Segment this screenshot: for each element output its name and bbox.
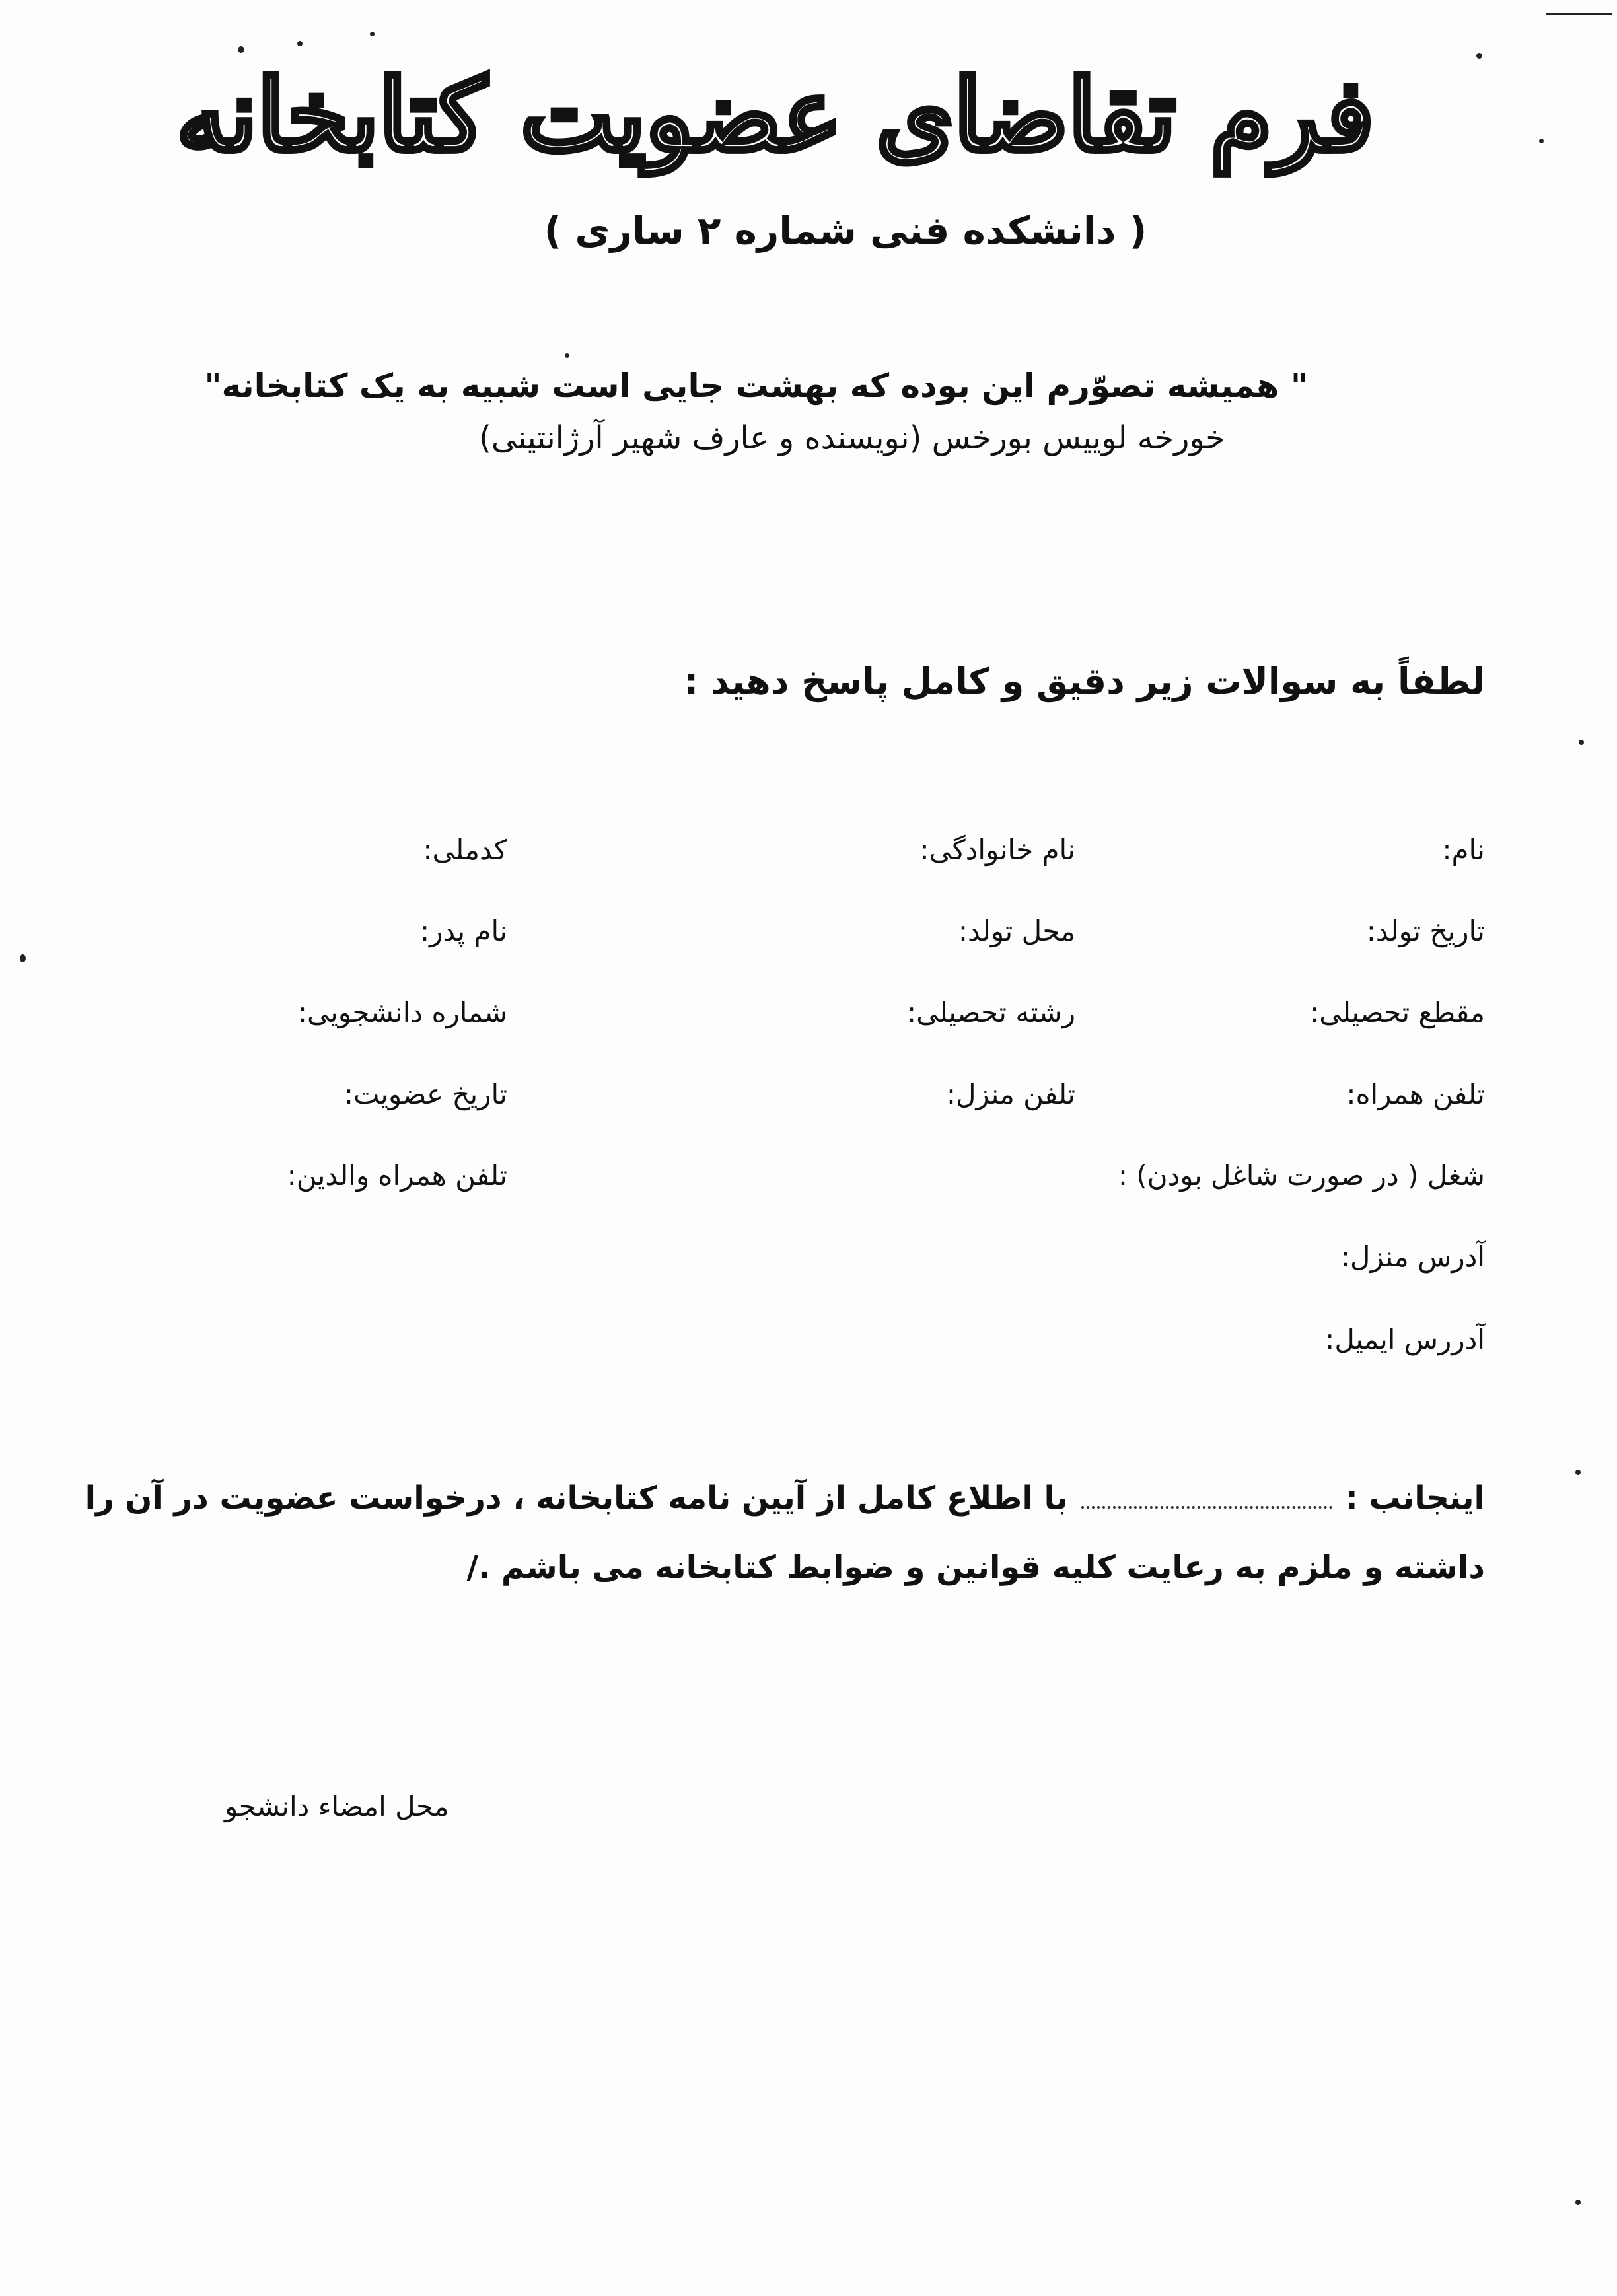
field-membership-date: تاریخ عضویت: (343, 1078, 507, 1110)
scan-speck (1575, 1470, 1581, 1475)
declaration-line-2: داشته و ملزم به رعایت کلیه قوانین و ضوابط کتابخانه می باشم ./ (466, 1549, 1485, 1586)
quote-author: خورخه لوییس بورخس (نویسنده و عارف شهیر آرژانتینی) (479, 419, 1225, 456)
field-father-name: نام پدر: (419, 915, 507, 947)
field-degree: مقطع تحصیلی: (1310, 996, 1485, 1028)
scan-speck (297, 41, 303, 46)
scan-speck (370, 32, 375, 36)
form-subtitle: ( دانشکده فنی شماره ۲ ساری ) (544, 208, 1147, 253)
scan-speck (1539, 139, 1544, 143)
scan-speck (1546, 13, 1612, 15)
field-first-name: نام: (1442, 834, 1485, 866)
field-birth-date: تاریخ تولد: (1366, 915, 1485, 947)
name-blank-line (1081, 1506, 1332, 1509)
scan-speck (20, 954, 26, 962)
declaration-line-1 (85, 1480, 1485, 1517)
field-occupation: شغل ( در صورت شاغل بودن) : (1118, 1159, 1485, 1192)
field-birth-place: محل تولد: (958, 915, 1075, 947)
scan-speck (565, 353, 569, 358)
field-email-address: آدررس ایمیل: (1325, 1323, 1485, 1355)
field-last-name: نام خانوادگی: (919, 834, 1075, 866)
scan-speck (1579, 740, 1584, 745)
scan-speck (1476, 53, 1482, 59)
field-home-phone: تلفن منزل: (946, 1078, 1075, 1110)
field-national-code: کدملی: (423, 834, 507, 866)
field-parents-mobile: تلفن همراه والدین: (287, 1159, 507, 1192)
quote-text: " همیشه تصوّرم این بوده که بهشت جایی است شبیه به یک کتابخانه" (204, 367, 1308, 405)
field-major: رشته تحصیلی: (907, 996, 1075, 1028)
field-student-number: شماره دانشجویی: (297, 996, 507, 1028)
scan-speck (238, 46, 244, 53)
declaration-prefix: اینجانب : (1345, 1480, 1485, 1517)
field-home-address: آدرس منزل: (1340, 1240, 1485, 1273)
declaration-line-1-text: با اطلاع کامل از آیین نامه کتابخانه ، درخواست عضویت در آن را (85, 1480, 1068, 1517)
form-title: فرم تقاضای عضویت کتابخانه (176, 57, 1374, 174)
field-mobile-phone: تلفن همراه: (1346, 1078, 1485, 1110)
instruction-heading: لطفاً به سوالات زیر دقیق و کامل پاسخ دهید : (684, 661, 1485, 702)
signature-label: محل امضاء دانشجو (225, 1790, 449, 1822)
scan-speck (1575, 2200, 1581, 2205)
